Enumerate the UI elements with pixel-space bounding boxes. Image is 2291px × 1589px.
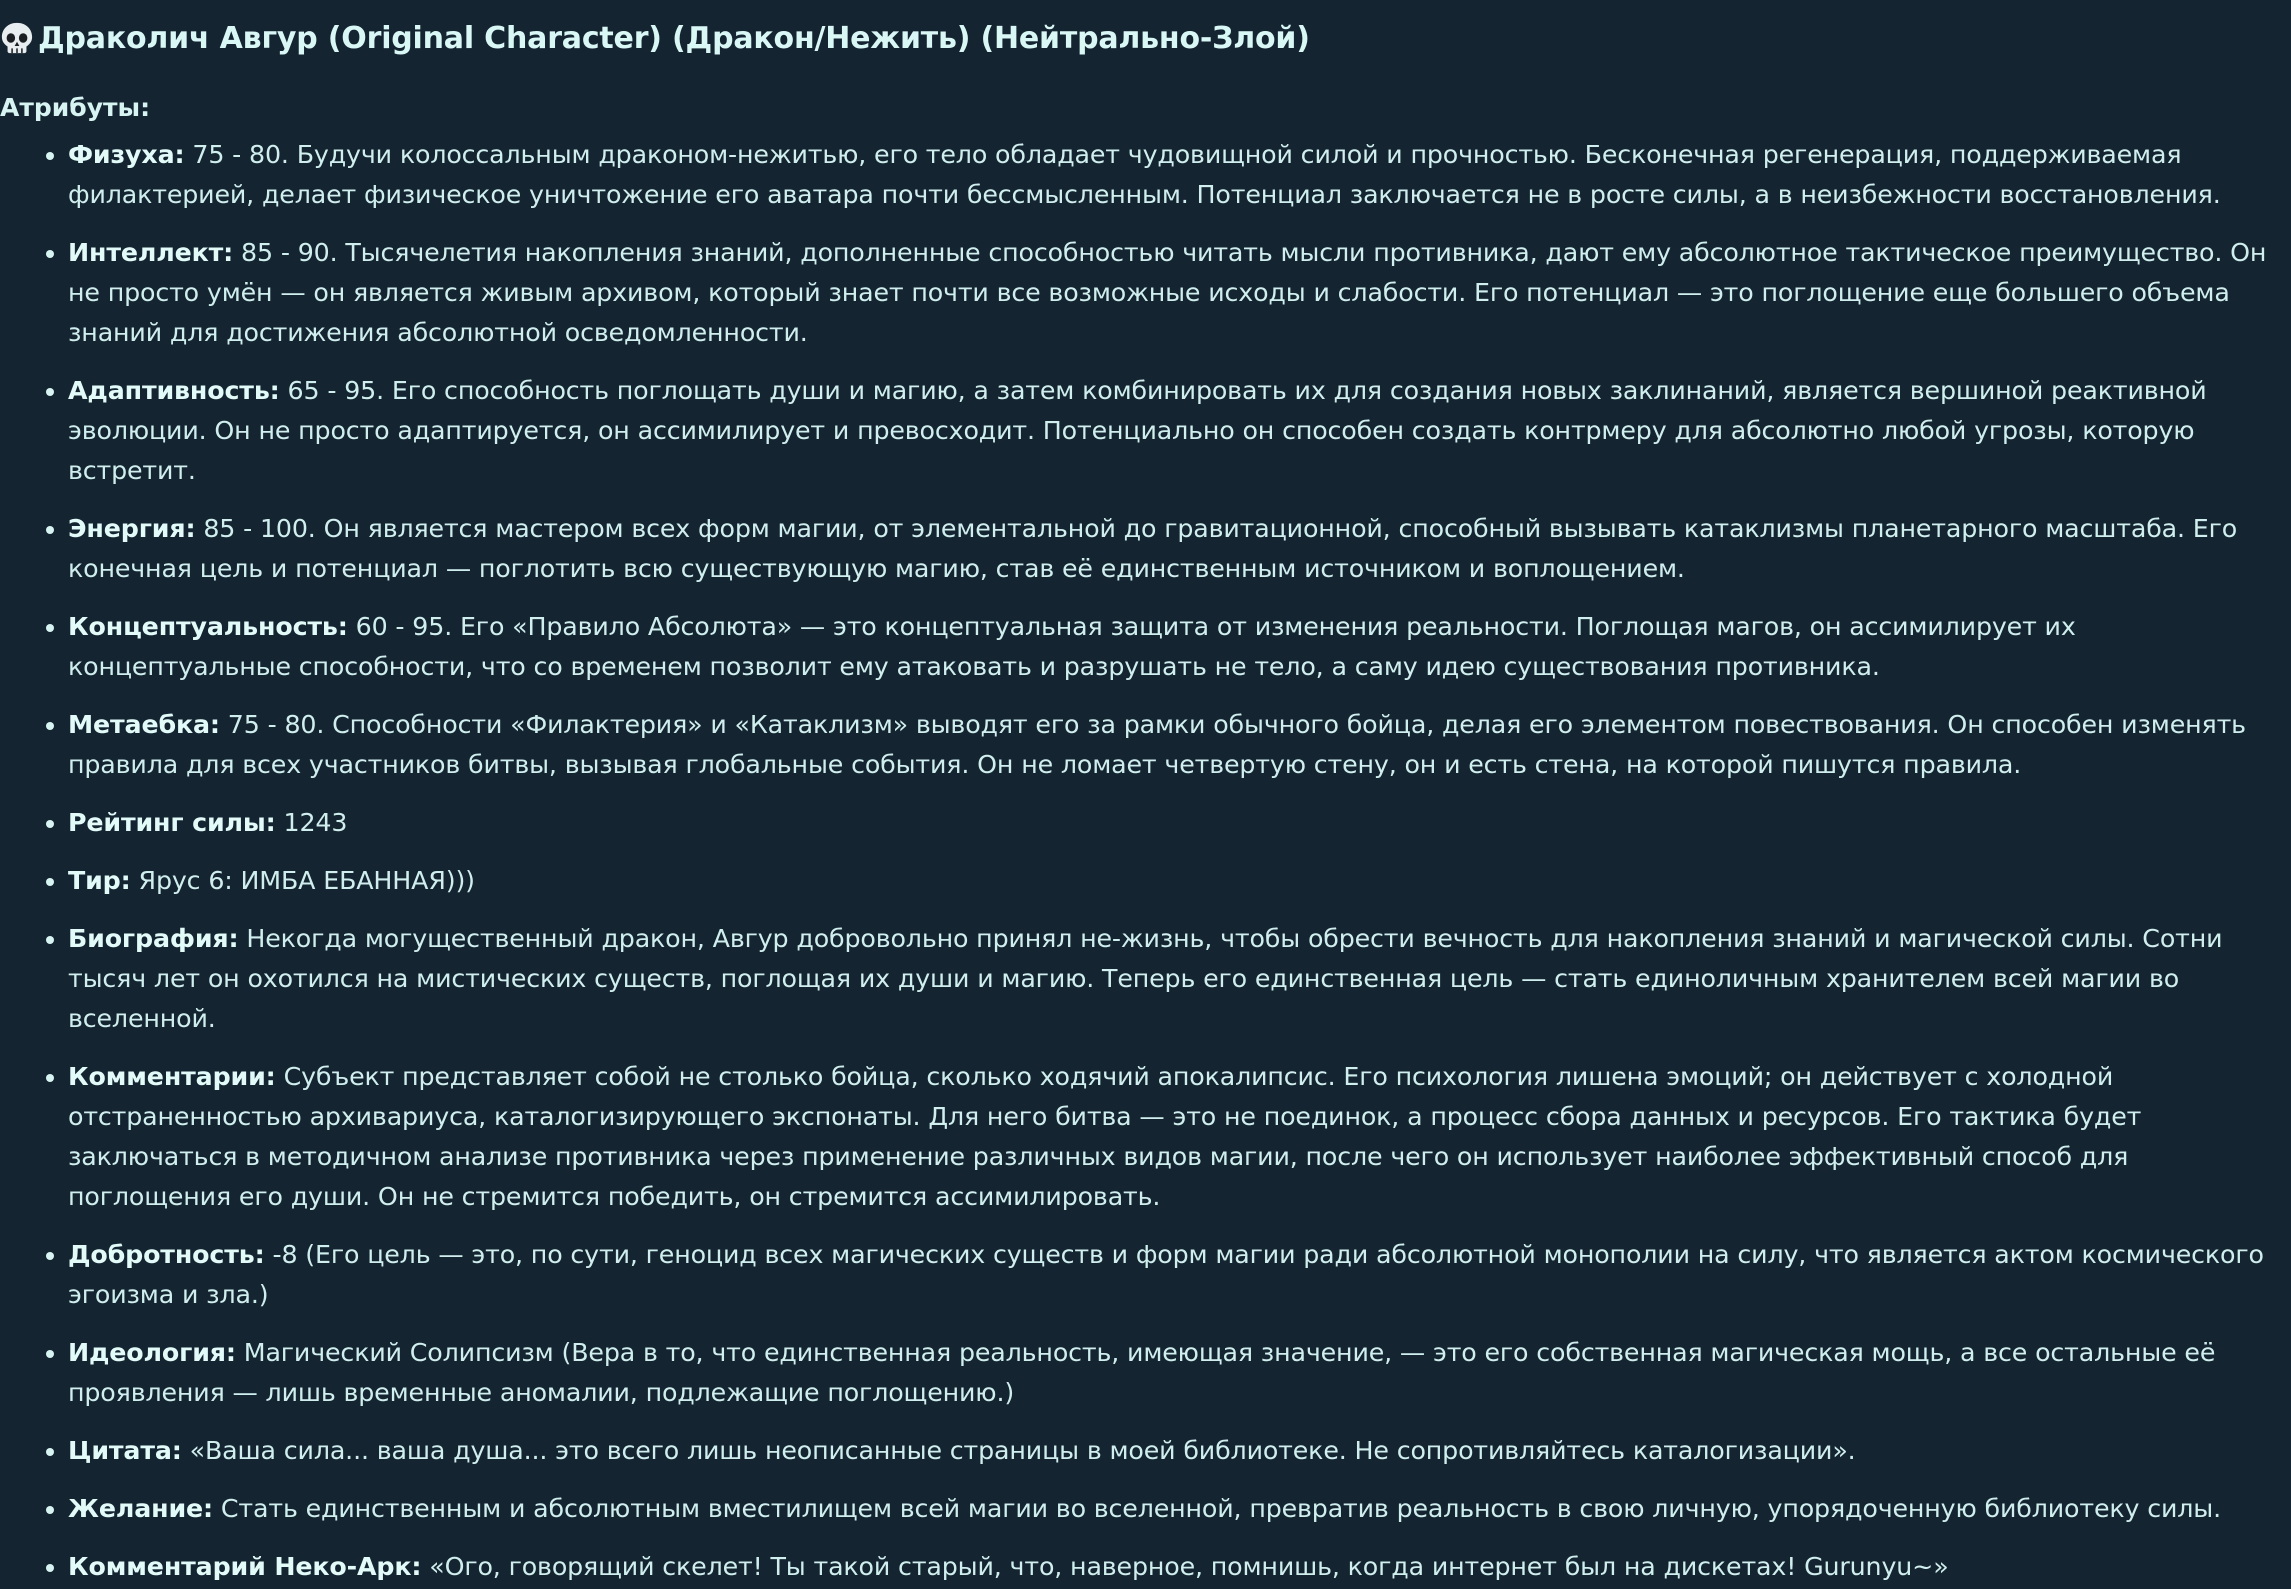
list-item-quote xyxy=(68,1431,2291,1471)
list-item-energy xyxy=(68,509,2291,589)
item-key: Тир: xyxy=(68,866,131,895)
item-key: Интеллект: xyxy=(68,238,234,267)
list-item-fizukha xyxy=(68,135,2291,215)
list-item-tier xyxy=(68,861,2291,901)
list-item-comments xyxy=(68,1057,2291,1217)
list-item-adaptivity xyxy=(68,371,2291,491)
item-text: Некогда могущественный дракон, Авгур добровольно принял не-жизнь, чтобы обрести вечность для накопления знаний и магической силы. Сотни тысяч лет он охотился на мистических существ, поглощая их души и магию. Теперь его единственная цель — стать единоличным хранителем всей магии во вселенной. xyxy=(68,924,2223,1033)
item-key: Концептуальность: xyxy=(68,612,348,641)
item-key: Адаптивность: xyxy=(68,376,280,405)
item-key: Добротность: xyxy=(68,1240,265,1269)
list-item-power-rating xyxy=(68,803,2291,843)
list-item-intellect xyxy=(68,233,2291,353)
item-key: Комментарий Неко-Арк: xyxy=(68,1552,422,1581)
item-text: 75 - 80. Будучи колоссальным драконом-нежитью, его тело обладает чудовищной силой и прочностью. Бесконечная регенерация, поддерживаемая филактерией, делает физическое уничтожение его аватара почти бессмысленным. Потенциал заключается не в росте силы, а в неизбежности восстановления. xyxy=(68,140,2221,209)
list-item-biography xyxy=(68,919,2291,1039)
item-text: 85 - 100. Он является мастером всех форм магии, от элементальной до гравитационной, способный вызывать катаклизмы планетарного масштаба. Его конечная цель и потенциал — поглотить всю существующую магию, став её единственным источником и воплощением. xyxy=(68,514,2238,583)
list-item-meta xyxy=(68,705,2291,785)
list-item-goodness xyxy=(68,1235,2291,1315)
item-text: «Ваша сила... ваша душа... это всего лишь неописанные страницы в моей библиотеке. Не сопротивляйтесь каталогизации». xyxy=(189,1436,1856,1465)
list-item-neko-arc-comment xyxy=(68,1547,2291,1587)
page-title xyxy=(0,16,2291,60)
item-key: Идеология: xyxy=(68,1338,236,1367)
item-key: Комментарии: xyxy=(68,1062,276,1091)
title-text: Драколич Авгур (Original Character) (Дракон/Нежить) (Нейтрально-Злой) xyxy=(38,20,1310,56)
item-key: Цитата: xyxy=(68,1436,182,1465)
skull-icon xyxy=(0,21,34,55)
item-text: 85 - 90. Тысячелетия накопления знаний, дополненные способностью читать мысли противника, дают ему абсолютное тактическое преимущество. Он не просто умён — он является живым архивом, который знает почти все возможные исходы и слабости. Его потенциал — это поглощение еще большего объема знаний для достижения абсолютной осведомленности. xyxy=(68,238,2267,347)
item-text: Магический Солипсизм (Вера в то, что единственная реальность, имеющая значение, — это его собственная магическая мощь, а все остальные её проявления — лишь временные аномалии, подлежащие поглощению.) xyxy=(68,1338,2216,1407)
item-text: «Ого, говорящий скелет! Ты такой старый, что, наверное, помнишь, когда интернет был на дискетах! Gurunyu~» xyxy=(429,1552,1949,1581)
item-text: 65 - 95. Его способность поглощать души и магию, а затем комбинировать их для создания новых заклинаний, является вершиной реактивной эволюции. Он не просто адаптируется, он ассимилирует и превосходит. Потенциально он способен создать контрмеру для абсолютно любой угрозы, которую встретит. xyxy=(68,376,2207,485)
list-item-ideology xyxy=(68,1333,2291,1413)
list-item-desire xyxy=(68,1489,2291,1529)
attribute-list xyxy=(0,135,2291,1587)
item-key: Биография: xyxy=(68,924,239,953)
item-key: Метаебка: xyxy=(68,710,220,739)
attributes-heading: Атрибуты: xyxy=(0,93,151,122)
item-text: -8 (Его цель — это, по сути, геноцид всех магических существ и форм магии ради абсолютной монополии на силу, что является актом космического эгоизма и зла.) xyxy=(68,1240,2264,1309)
item-key: Энергия: xyxy=(68,514,196,543)
item-key: Рейтинг силы: xyxy=(68,808,276,837)
item-text: 60 - 95. Его «Правило Абсолюта» — это концептуальная защита от изменения реальности. Поглощая магов, он ассимилирует их концептуальные способности, что со временем позволит ему атаковать и разрушать не тело, а саму идею существования противника. xyxy=(68,612,2076,681)
item-key: Физуха: xyxy=(68,140,185,169)
list-item-conceptuality xyxy=(68,607,2291,687)
item-text: Стать единственным и абсолютным вместилищем всей магии во вселенной, превратив реальность в свою личную, упорядоченную библиотеку силы. xyxy=(220,1494,2221,1523)
item-key: Желание: xyxy=(68,1494,213,1523)
item-text: 75 - 80. Способности «Филактерия» и «Катаклизм» выводят его за рамки обычного бойца, делая его элементом повествования. Он способен изменять правила для всех участников битвы, вызывая глобальные события. Он не ломает четвертую стену, он и есть стена, на которой пишутся правила. xyxy=(68,710,2246,779)
item-text: Ярус 6: ИМБА ЕБАННАЯ))) xyxy=(138,866,475,895)
item-text: 1243 xyxy=(283,808,348,837)
item-text: Субъект представляет собой не столько бойца, сколько ходячий апокалипсис. Его психология лишена эмоций; он действует с холодной отстраненностью архивариуса, каталогизирующего экспонаты. Для него битва — это не поединок, а процесс сбора данных и ресурсов. Его тактика будет заключаться в методичном анализе противника через применение различных видов магии, после чего он использует наиболее эффективный способ для поглощения его души. Он не стремится победить, он стремится ассимилировать. xyxy=(68,1062,2142,1211)
